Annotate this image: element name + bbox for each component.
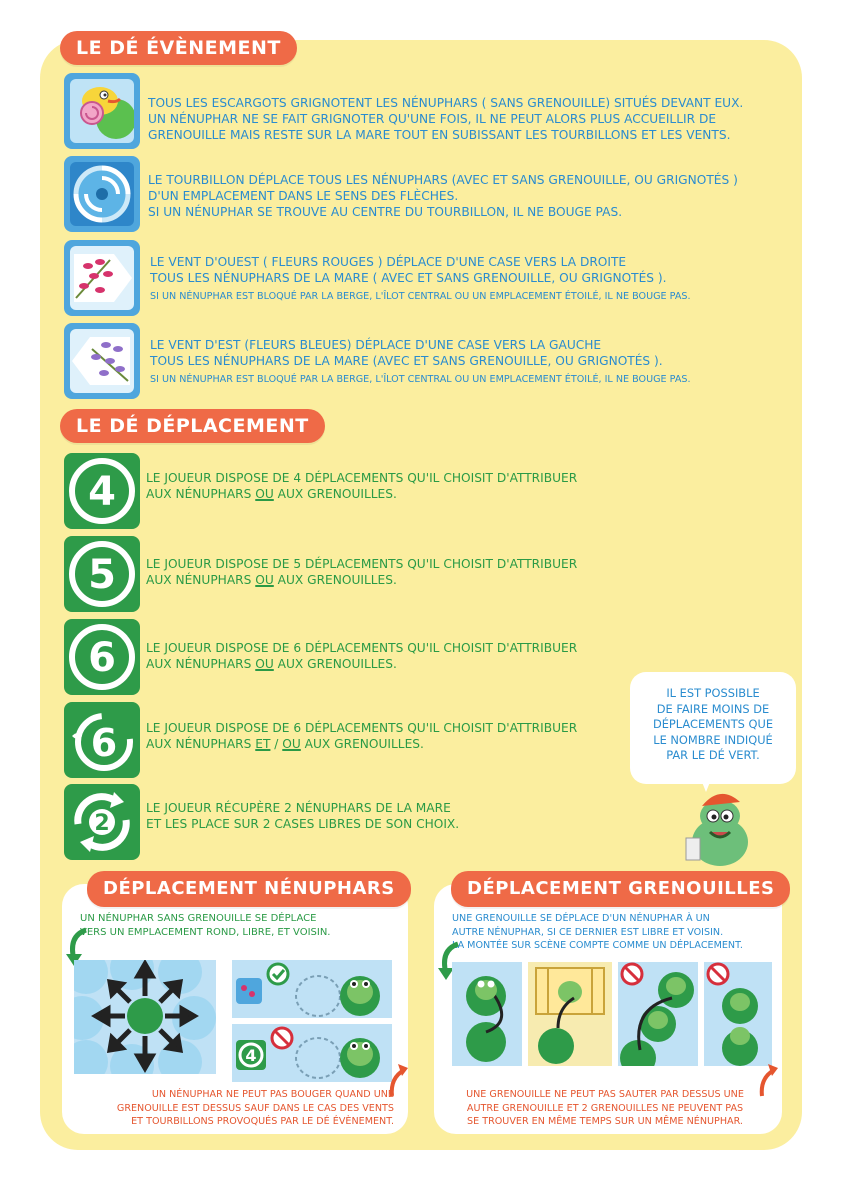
frog-jump-blocked <box>618 962 698 1066</box>
event-die-face-snail <box>64 73 140 149</box>
die-number-2: 2 <box>94 811 110 836</box>
section-title-event: LE DÉ ÉVÈNEMENT <box>60 31 297 65</box>
event-text-west-wind: LE VENT D'OUEST ( FLEURS ROUGES ) DÉPLACE D'UNE CASE VERS LA DROITE TOUS LES NÉNUPHARS DE LA MARE ( AVEC ET SANS GRENOUILLE, OU GRIGNOTÉS ). SI UN NÉNUPHAR EST BLOQUÉ PAR LA BERGE, L'ÎLOT CENTRAL OU UN EMPLACEMENT ÉTOILÉ, IL NE BOUGE PAS. <box>150 255 691 302</box>
card-lily-title: DÉPLACEMENT NÉNUPHARS <box>87 871 411 907</box>
event-die-face-east-wind <box>64 323 140 399</box>
tip-bubble: IL EST POSSIBLE DE FAIRE MOINS DE DÉPLACEMENTS QUE LE NOMBRE INDIQUÉ PAR LE DÉ VERT. <box>630 672 796 784</box>
whirlpool-icon <box>70 162 134 226</box>
snail-icon <box>70 79 134 143</box>
frog-stage-diagram <box>528 962 612 1066</box>
event-text-east-wind: LE VENT D'EST (FLEURS BLEUES) DÉPLACE D'UNE CASE VERS LA GAUCHE TOUS LES NÉNUPHARS DE LA MARE (AVEC ET SANS GRENOUILLE, OU GRIGNOTÉS ). SI UN NÉNUPHAR EST BLOQUÉ PAR LA BERGE, L'ÎLOT CENTRAL OU UN EMPLACEMENT ÉTOILÉ, IL NE BOUGE PAS. <box>150 338 691 385</box>
event-die-face-whirlpool <box>64 156 140 232</box>
east-wind-icon <box>70 329 134 393</box>
die-number-6: 6 <box>88 635 116 681</box>
event-text-snail: TOUS LES ESCARGOTS GRIGNOTENT LES NÉNUPHARS ( SANS GRENOUILLE) SITUÉS DEVANT EUX. UN NÉNUPHAR NE SE FAIT GRIGNOTER QU'UNE FOIS, IL NE PEUT ALORS PLUS ACCUEILLIR DE GRENOUILLE MAIS RESTE SUR LA MARE TOUT EN SUBISSANT LES TOURBILLONS ET LES VENTS. <box>148 96 744 142</box>
card-frog-title: DÉPLACEMENT GRENOUILLES <box>451 871 790 907</box>
move-text-4: LE JOUEUR DISPOSE DE 4 DÉPLACEMENTS QU'IL CHOISIT D'ATTRIBUER AUX NÉNUPHARS OU AUX GRENOUILLES. <box>146 471 578 501</box>
card-frog-top-text: UNE GRENOUILLE SE DÉPLACE D'UN NÉNUPHAR À UN AUTRE NÉNUPHAR, SI CE DERNIER EST LIBRE ET VOISIN. LA MONTÉE SUR SCÈNE COMPTE COMME UN DÉPLACEMENT. <box>452 913 743 951</box>
event-text-whirlpool: LE TOURBILLON DÉPLACE TOUS LES NÉNUPHARS (AVEC ET SANS GRENOUILLE, OU GRIGNOTÉS ) D'UN EMPLACEMENT DANS LE SENS DES FLÈCHES. SI UN NÉNUPHAR SE TROUVE AU CENTRE DU TOURBILLON, IL NE BOUGE PAS. <box>148 173 738 219</box>
west-wind-icon <box>70 246 134 310</box>
move-die-face-recycle <box>64 784 140 860</box>
die-number-4: 4 <box>88 469 116 515</box>
move-die-face-6-special <box>64 702 140 778</box>
card-lily-top-text: UN NÉNUPHAR SANS GRENOUILLE SE DÉPLACE VERS UN EMPLACEMENT ROND, LIBRE, ET VOISIN. <box>80 913 331 938</box>
lily-move-diagram <box>74 960 216 1074</box>
event-die-face-west-wind <box>64 240 140 316</box>
frog-jump-allowed <box>452 962 522 1066</box>
frog-mascot-icon <box>680 782 760 868</box>
section-title-move: LE DÉ DÉPLACEMENT <box>60 409 325 443</box>
move-die-face-5 <box>64 536 140 612</box>
move-text-6: LE JOUEUR DISPOSE DE 6 DÉPLACEMENTS QU'IL CHOISIT D'ATTRIBUER AUX NÉNUPHARS OU AUX GRENOUILLES. <box>146 641 578 671</box>
lily-blocked-diagram <box>232 1024 392 1082</box>
frog-stack-blocked <box>704 962 772 1066</box>
move-die-face-4 <box>64 453 140 529</box>
card-lily-bottom-text: UN NÉNUPHAR NE PEUT PAS BOUGER QUAND UNE GRENOUILLE EST DESSUS SAUF DANS LE CAS DES VENTS ET TOURBILLONS PROVOQUÉS PAR LE DÉ ÉVÈNEMENT. <box>116 1089 394 1127</box>
die-number-5: 5 <box>88 552 116 598</box>
lily-allowed-diagram <box>232 960 392 1018</box>
move-die-face-6 <box>64 619 140 695</box>
die-number-4-small: 4 <box>245 1046 257 1065</box>
card-frog-bottom-text: UNE GRENOUILLE NE PEUT PAS SAUTER PAR DESSUS UNE AUTRE GRENOUILLE ET 2 GRENOUILLES NE PEUVENT PAS SE TROUVER EN MÊME TEMPS SUR UN MÊME NÉNUPHAR. <box>466 1089 744 1127</box>
die-number-6-special: 6 <box>90 721 118 765</box>
move-text-5: LE JOUEUR DISPOSE DE 5 DÉPLACEMENTS QU'IL CHOISIT D'ATTRIBUER AUX NÉNUPHARS OU AUX GRENOUILLES. <box>146 557 578 587</box>
move-text-6-special: LE JOUEUR DISPOSE DE 6 DÉPLACEMENTS QU'IL CHOISIT D'ATTRIBUER AUX NÉNUPHARS ET / OU AUX GRENOUILLES. <box>146 721 578 751</box>
move-text-recycle: LE JOUEUR RÉCUPÈRE 2 NÉNUPHARS DE LA MARE ET LES PLACE SUR 2 CASES LIBRES DE SON CHOIX. <box>146 801 460 831</box>
